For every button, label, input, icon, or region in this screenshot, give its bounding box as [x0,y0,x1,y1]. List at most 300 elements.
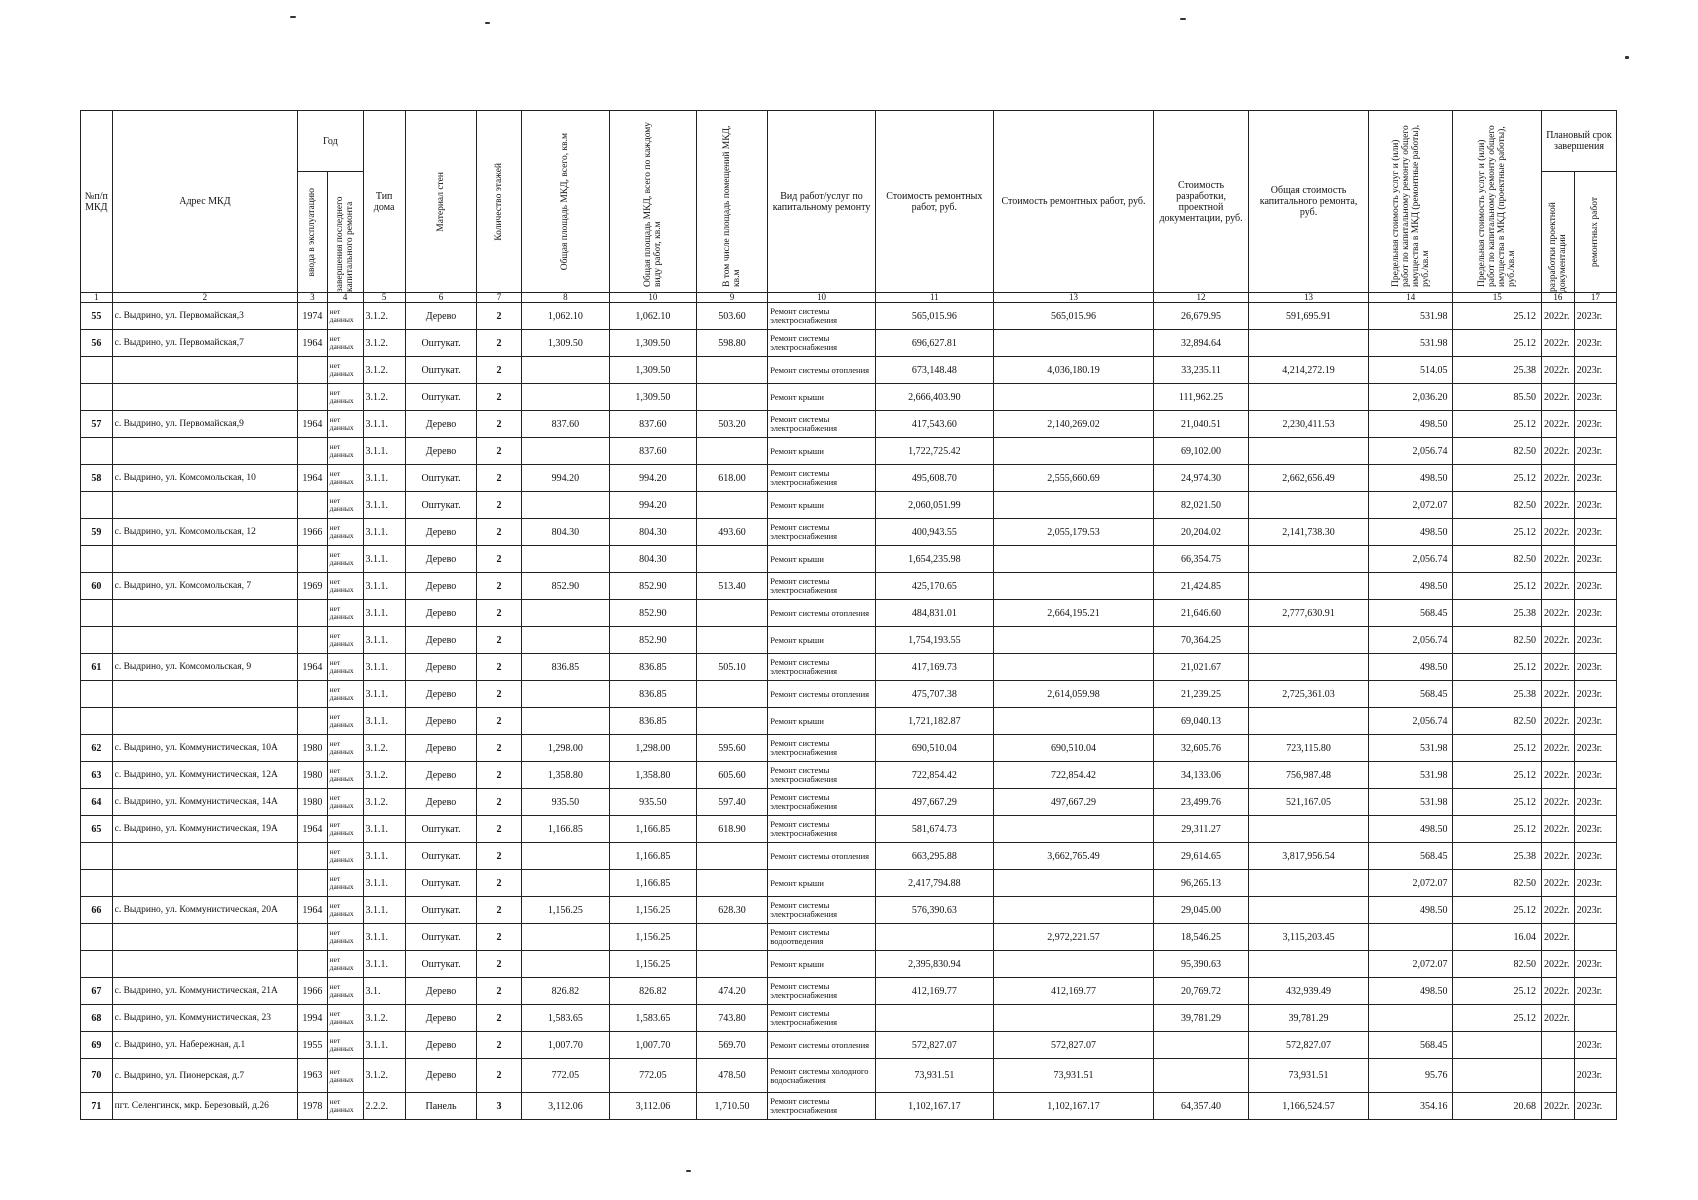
cell-floors: 2 [477,708,521,735]
cell-total-area: 1,298.00 [521,735,610,762]
cell-year-last-repair: нет данных [327,492,363,519]
scan-speck [1625,56,1629,59]
cell-year-last-repair: нет данных [327,843,363,870]
cell-deadline-works: 2023г. [1574,465,1616,492]
cell-cost-works: 412,169.77 [875,978,993,1005]
cell-address: с. Выдрино, ул. Пионерская, д.7 [112,1059,298,1093]
cell-wall-material: Оштукат. [405,951,477,978]
cell-cost-works-2: 2,055,179.53 [993,519,1153,546]
cell-work-type: Ремонт системы электроснабжения [768,465,876,492]
cell-wall-material: Оштукат. [405,357,477,384]
cell-limit-works: 2,072.07 [1369,870,1453,897]
cell-number: 61 [81,654,113,681]
cell-deadline-design: 2022г. [1542,708,1575,735]
table-row [81,816,1617,843]
cell-area-per-work: 1,166.85 [610,870,696,897]
cell-cost-works-2: 572,827.07 [993,1032,1153,1059]
cell-cost-works: 1,654,235.98 [875,546,993,573]
cell-area-per-work: 1,062.10 [610,303,696,330]
table-row [81,843,1617,870]
cell-wall-material: Дерево [405,573,477,600]
column-number: 12 [1154,293,1249,303]
table-row [81,546,1617,573]
cell-number [81,384,113,411]
cell-year-last-repair: нет данных [327,411,363,438]
cell-deadline-design [1542,1032,1575,1059]
cell-limit-design: 25.38 [1453,681,1542,708]
cell-cost-total: 2,230,411.53 [1248,411,1368,438]
cell-area-per-work: 994.20 [610,492,696,519]
cell-year-built [298,627,328,654]
cell-deadline-design: 2022г. [1542,384,1575,411]
col-header-limit-design: Предельная стоимость услуг и (или) работ по капитальному ремонту общего имущества в МКД (проектные работы), руб./кв.м [1453,111,1542,293]
cell-number: 64 [81,789,113,816]
cell-floors: 2 [477,384,521,411]
col-header-area-per-work: Общая площадь МКД, всего по каждому виду работ, кв.м [610,111,696,293]
cell-year-built: 1974 [298,303,328,330]
cell-work-type: Ремонт системы электроснабжения [768,1093,876,1120]
capital-repair-table [80,110,1617,1120]
cell-floors: 2 [477,654,521,681]
cell-number: 59 [81,519,113,546]
cell-area-residential: 605.60 [696,762,768,789]
cell-area-residential [696,681,768,708]
cell-deadline-works: 2023г. [1574,762,1616,789]
cell-address: с. Выдрино, ул. Первомайская,7 [112,330,298,357]
cell-limit-design: 25.12 [1453,654,1542,681]
cell-house-type: 3.1.2. [363,357,405,384]
cell-limit-works: 498.50 [1369,654,1453,681]
cell-cost-works-2: 2,972,221.57 [993,924,1153,951]
cell-area-per-work: 935.50 [610,789,696,816]
cell-total-area [521,546,610,573]
cell-house-type: 3.1.1. [363,681,405,708]
cell-cost-works: 2,395,830.94 [875,951,993,978]
cell-deadline-design: 2022г. [1542,546,1575,573]
cell-cost-works-2 [993,384,1153,411]
cell-limit-design: 25.12 [1453,978,1542,1005]
cell-total-area [521,708,610,735]
cell-floors: 2 [477,627,521,654]
cell-deadline-works: 2023г. [1574,519,1616,546]
column-number: 1 [81,293,113,303]
cell-house-type: 3.1.2. [363,789,405,816]
scan-speck [290,16,296,18]
cell-year-last-repair: нет данных [327,735,363,762]
column-number: 13 [993,293,1153,303]
table-row [81,330,1617,357]
cell-year-last-repair: нет данных [327,978,363,1005]
cell-floors: 2 [477,465,521,492]
cell-address: с. Выдрино, ул. Коммунистическая, 20А [112,897,298,924]
cell-year-built [298,708,328,735]
cell-area-residential: 513.40 [696,573,768,600]
cell-work-type: Ремонт крыши [768,438,876,465]
cell-house-type: 3.1.1. [363,708,405,735]
cell-cost-works-2: 2,555,660.69 [993,465,1153,492]
cell-area-residential [696,492,768,519]
table-row [81,492,1617,519]
cell-year-built: 1969 [298,573,328,600]
cell-year-built: 1963 [298,1059,328,1093]
cell-deadline-works: 2023г. [1574,708,1616,735]
col-header-year-last-repair: завершения последнего капитального ремонта [327,172,363,293]
cell-wall-material: Дерево [405,762,477,789]
cell-cost-design: 70,364.25 [1154,627,1249,654]
cell-wall-material: Дерево [405,627,477,654]
cell-wall-material: Дерево [405,546,477,573]
cell-cost-total: 756,987.48 [1248,762,1368,789]
cell-total-area: 1,007.70 [521,1032,610,1059]
table-row [81,411,1617,438]
cell-work-type: Ремонт крыши [768,546,876,573]
cell-total-area: 935.50 [521,789,610,816]
cell-area-residential: 595.60 [696,735,768,762]
cell-area-residential [696,600,768,627]
cell-deadline-design: 2022г. [1542,411,1575,438]
cell-limit-works [1369,924,1453,951]
cell-work-type: Ремонт системы отопления [768,600,876,627]
cell-year-last-repair: нет данных [327,600,363,627]
cell-number: 67 [81,978,113,1005]
cell-limit-works: 498.50 [1369,978,1453,1005]
table-row [81,762,1617,789]
cell-address: с. Выдрино, ул. Комсомольская, 7 [112,573,298,600]
cell-cost-design: 64,357.40 [1154,1093,1249,1120]
cell-limit-works: 514.05 [1369,357,1453,384]
cell-wall-material: Оштукат. [405,330,477,357]
cell-cost-works-2 [993,897,1153,924]
cell-work-type: Ремонт системы электроснабжения [768,330,876,357]
cell-cost-total [1248,951,1368,978]
cell-house-type: 3.1.1. [363,519,405,546]
cell-total-area: 837.60 [521,411,610,438]
cell-limit-works: 2,036.20 [1369,384,1453,411]
cell-address: с. Выдрино, ул. Коммунистическая, 19А [112,816,298,843]
cell-work-type: Ремонт крыши [768,951,876,978]
cell-wall-material: Дерево [405,681,477,708]
cell-cost-works-2: 1,102,167.17 [993,1093,1153,1120]
cell-cost-total [1248,384,1368,411]
cell-address [112,708,298,735]
cell-area-residential [696,384,768,411]
column-number: 13 [1248,293,1368,303]
cell-cost-design: 29,045.00 [1154,897,1249,924]
cell-area-per-work: 1,166.85 [610,816,696,843]
cell-limit-design: 82.50 [1453,870,1542,897]
cell-year-built [298,492,328,519]
cell-cost-works-2: 2,664,195.21 [993,600,1153,627]
cell-year-last-repair: нет данных [327,816,363,843]
cell-address [112,492,298,519]
cell-limit-design: 25.12 [1453,330,1542,357]
cell-floors: 2 [477,303,521,330]
cell-limit-design: 16.04 [1453,924,1542,951]
column-numbers-row [81,293,1617,303]
cell-limit-works: 531.98 [1369,735,1453,762]
cell-number [81,870,113,897]
cell-deadline-works: 2023г. [1574,735,1616,762]
cell-limit-works: 568.45 [1369,843,1453,870]
cell-limit-works: 531.98 [1369,303,1453,330]
cell-house-type: 3.1.1. [363,1032,405,1059]
cell-cost-design: 29,614.65 [1154,843,1249,870]
cell-limit-design: 25.12 [1453,411,1542,438]
cell-deadline-works [1574,924,1616,951]
table-row [81,789,1617,816]
cell-cost-total: 4,214,272.19 [1248,357,1368,384]
cell-total-area [521,357,610,384]
cell-limit-design: 25.12 [1453,789,1542,816]
cell-limit-design: 25.12 [1453,519,1542,546]
cell-work-type: Ремонт системы электроснабжения [768,1005,876,1032]
cell-area-per-work: 837.60 [610,411,696,438]
cell-floors: 2 [477,681,521,708]
cell-cost-total [1248,492,1368,519]
cell-work-type: Ремонт системы электроснабжения [768,816,876,843]
cell-wall-material: Дерево [405,600,477,627]
cell-floors: 2 [477,843,521,870]
cell-limit-design: 25.12 [1453,897,1542,924]
cell-cost-works-2 [993,708,1153,735]
table-row [81,357,1617,384]
cell-deadline-works: 2023г. [1574,897,1616,924]
cell-cost-works: 484,831.01 [875,600,993,627]
col-header-cost-works-2: Стоимость ремонтных работ, руб. [993,111,1153,293]
cell-limit-works: 531.98 [1369,762,1453,789]
col-header-deadline-design: разработки проектной документации [1542,172,1575,293]
cell-deadline-works: 2023г. [1574,303,1616,330]
cell-limit-design: 25.12 [1453,1005,1542,1032]
cell-cost-total: 591,695.91 [1248,303,1368,330]
cell-year-last-repair: нет данных [327,465,363,492]
cell-address [112,627,298,654]
cell-area-per-work: 804.30 [610,546,696,573]
cell-area-residential: 1,710.50 [696,1093,768,1120]
cell-area-residential: 618.00 [696,465,768,492]
col-header-work-type: Вид работ/услуг по капитальному ремонту [768,111,876,293]
cell-deadline-design: 2022г. [1542,735,1575,762]
cell-area-residential [696,708,768,735]
cell-cost-works [875,924,993,951]
cell-cost-works-2: 565,015.96 [993,303,1153,330]
cell-year-built: 1994 [298,1005,328,1032]
cell-cost-works: 73,931.51 [875,1059,993,1093]
table-row [81,870,1617,897]
cell-limit-works: 2,056.74 [1369,546,1453,573]
cell-address: с. Выдрино, ул. Коммунистическая, 14А [112,789,298,816]
cell-cost-total [1248,627,1368,654]
cell-address: с. Выдрино, ул. Первомайская,9 [112,411,298,438]
cell-area-per-work: 1,583.65 [610,1005,696,1032]
cell-area-residential: 474.20 [696,978,768,1005]
cell-cost-design: 24,974.30 [1154,465,1249,492]
cell-cost-design [1154,1059,1249,1093]
cell-cost-design: 18,546.25 [1154,924,1249,951]
cell-cost-works-2 [993,870,1153,897]
cell-area-residential [696,843,768,870]
cell-year-last-repair: нет данных [327,357,363,384]
cell-deadline-design: 2022г. [1542,492,1575,519]
cell-year-built [298,600,328,627]
cell-cost-design: 69,102.00 [1154,438,1249,465]
column-number: 5 [363,293,405,303]
col-header-limit-works: Предельная стоимость услуг и (или) работ по капитальному ремонту общего имущества в МКД (ремонтные работы), руб./кв.м [1369,111,1453,293]
cell-area-per-work: 1,309.50 [610,357,696,384]
cell-cost-works: 722,854.42 [875,762,993,789]
cell-number [81,681,113,708]
cell-year-built: 1964 [298,411,328,438]
cell-limit-design: 85.50 [1453,384,1542,411]
cell-number: 69 [81,1032,113,1059]
cell-year-built: 1980 [298,735,328,762]
cell-deadline-works: 2023г. [1574,654,1616,681]
col-header-deadline-works: ремонтных работ [1574,172,1616,293]
cell-total-area [521,681,610,708]
cell-address: с. Выдрино, ул. Коммунистическая, 12А [112,762,298,789]
cell-limit-works: 498.50 [1369,465,1453,492]
column-number: 10 [768,293,876,303]
cell-deadline-works: 2023г. [1574,492,1616,519]
cell-cost-works: 696,627.81 [875,330,993,357]
cell-cost-total: 2,725,361.03 [1248,681,1368,708]
column-number: 2 [112,293,298,303]
table-row [81,654,1617,681]
cell-cost-works-2: 722,854.42 [993,762,1153,789]
cell-deadline-design: 2022г. [1542,762,1575,789]
cell-cost-works: 495,608.70 [875,465,993,492]
cell-work-type: Ремонт крыши [768,492,876,519]
cell-year-built: 1978 [298,1093,328,1120]
cell-wall-material: Оштукат. [405,816,477,843]
cell-total-area [521,438,610,465]
cell-address [112,438,298,465]
cell-deadline-design [1542,1059,1575,1093]
cell-work-type: Ремонт системы отопления [768,357,876,384]
table-row [81,1093,1617,1120]
cell-deadline-works: 2023г. [1574,816,1616,843]
cell-deadline-design: 2022г. [1542,330,1575,357]
cell-address [112,384,298,411]
cell-year-last-repair: нет данных [327,897,363,924]
cell-number: 68 [81,1005,113,1032]
cell-year-last-repair: нет данных [327,573,363,600]
cell-cost-design: 111,962.25 [1154,384,1249,411]
cell-total-area [521,384,610,411]
cell-deadline-design: 2022г. [1542,816,1575,843]
table-row [81,600,1617,627]
cell-year-built [298,438,328,465]
cell-year-last-repair: нет данных [327,303,363,330]
cell-deadline-works: 2023г. [1574,1032,1616,1059]
cell-wall-material: Оштукат. [405,870,477,897]
cell-deadline-design: 2022г. [1542,465,1575,492]
cell-floors: 3 [477,1093,521,1120]
cell-deadline-design: 2022г. [1542,789,1575,816]
table-row [81,708,1617,735]
cell-cost-works: 1,102,167.17 [875,1093,993,1120]
cell-total-area: 994.20 [521,465,610,492]
cell-deadline-works: 2023г. [1574,384,1616,411]
cell-cost-works: 673,148.48 [875,357,993,384]
cell-address: с. Выдрино, ул. Комсомольская, 12 [112,519,298,546]
cell-limit-design: 82.50 [1453,627,1542,654]
cell-cost-works-2: 690,510.04 [993,735,1153,762]
cell-year-last-repair: нет данных [327,951,363,978]
cell-area-per-work: 836.85 [610,681,696,708]
col-header-deadline-group: Плановый срок завершения [1542,111,1617,172]
cell-limit-design: 25.38 [1453,600,1542,627]
column-number: 11 [875,293,993,303]
cell-year-built: 1966 [298,519,328,546]
col-header-address: Адрес МКД [112,111,298,293]
cell-deadline-design: 2022г. [1542,897,1575,924]
cell-area-residential: 503.60 [696,303,768,330]
cell-year-last-repair: нет данных [327,789,363,816]
cell-area-residential [696,438,768,465]
cell-cost-works-2: 2,140,269.02 [993,411,1153,438]
cell-area-per-work: 837.60 [610,438,696,465]
column-number: 14 [1369,293,1453,303]
cell-wall-material: Дерево [405,1059,477,1093]
cell-floors: 2 [477,438,521,465]
col-header-cost-design: Стоимость разработки, проектной документации, руб. [1154,111,1249,293]
cell-cost-works-2: 497,667.29 [993,789,1153,816]
cell-area-per-work: 1,358.80 [610,762,696,789]
col-header-house-type: Тип дома [363,111,405,293]
cell-area-residential [696,357,768,384]
cell-house-type: 3.1.2. [363,762,405,789]
cell-total-area: 852.90 [521,573,610,600]
column-number: 8 [521,293,610,303]
cell-floors: 2 [477,978,521,1005]
cell-year-last-repair: нет данных [327,1032,363,1059]
table-row [81,1005,1617,1032]
cell-number: 60 [81,573,113,600]
cell-floors: 2 [477,573,521,600]
cell-limit-works: 498.50 [1369,519,1453,546]
cell-work-type: Ремонт системы электроснабжения [768,411,876,438]
cell-floors: 2 [477,1032,521,1059]
cell-year-last-repair: нет данных [327,384,363,411]
cell-year-built [298,924,328,951]
cell-limit-design: 82.50 [1453,708,1542,735]
cell-address [112,870,298,897]
cell-wall-material: Дерево [405,735,477,762]
table-row [81,1032,1617,1059]
column-number: 6 [405,293,477,303]
cell-house-type: 3.1.1. [363,465,405,492]
cell-deadline-works: 2023г. [1574,438,1616,465]
column-number: 3 [298,293,328,303]
cell-limit-design: 25.12 [1453,465,1542,492]
cell-cost-design: 21,424.85 [1154,573,1249,600]
cell-total-area [521,600,610,627]
cell-cost-design [1154,1032,1249,1059]
cell-house-type: 3.1.1. [363,951,405,978]
cell-cost-works-2: 4,036,180.19 [993,357,1153,384]
cell-area-residential [696,546,768,573]
cell-house-type: 3.1.2. [363,303,405,330]
cell-number [81,843,113,870]
cell-year-last-repair: нет данных [327,654,363,681]
cell-area-residential [696,627,768,654]
cell-cost-total: 3,115,203.45 [1248,924,1368,951]
cell-cost-works: 565,015.96 [875,303,993,330]
cell-address [112,357,298,384]
table-body [81,303,1617,1120]
cell-total-area: 836.85 [521,654,610,681]
